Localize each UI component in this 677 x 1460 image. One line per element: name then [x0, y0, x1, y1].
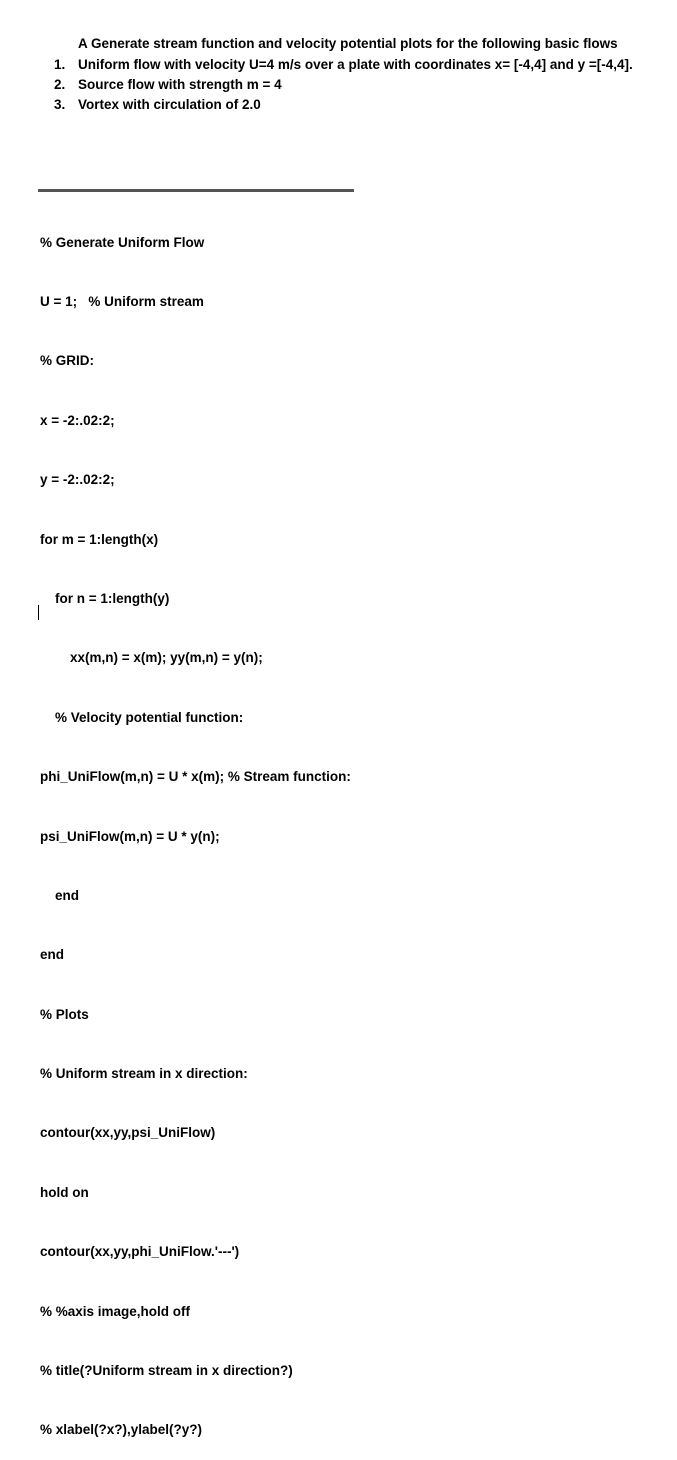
code-line: % Plots — [40, 1006, 89, 1022]
code-line: x = -2:.02:2; — [40, 412, 115, 428]
problem-heading: A Generate stream function and velocity potential plots for the following basic flows — [78, 36, 618, 51]
code-line: y = -2:.02:2; — [40, 472, 115, 488]
list-number: 3. — [54, 97, 66, 112]
list-number: 2. — [54, 77, 66, 92]
list-item — [54, 55, 654, 75]
list-text: Vortex with circulation of 2.0 — [78, 97, 261, 112]
code-top-rule — [38, 189, 354, 192]
code-line: contour(xx,yy,psi_UniFlow) — [40, 1125, 216, 1141]
code-line: U = 1; % Uniform stream — [40, 293, 204, 309]
code-line: hold on — [40, 1184, 89, 1200]
code-block[interactable] — [40, 193, 351, 1460]
text-cursor — [38, 605, 39, 620]
list-item — [54, 95, 654, 115]
code-line: phi_UniFlow(m,n) = U * x(m); % Stream function: — [40, 769, 351, 785]
code-line: % GRID: — [40, 353, 94, 369]
problem-list — [54, 55, 654, 115]
code-line: for m = 1:length(x) — [40, 531, 159, 547]
code-line: contour(xx,yy,phi_UniFlow.'---') — [40, 1244, 240, 1260]
code-line: % Uniform stream in x direction: — [40, 1066, 248, 1082]
code-line: % xlabel(?x?),ylabel(?y?) — [40, 1422, 203, 1438]
code-line: for n = 1:length(y) — [40, 590, 170, 606]
code-line: end — [40, 947, 65, 963]
list-text: Uniform flow with velocity U=4 m/s over a plate with coordinates x= [-4,4] and y =[-4,4]. — [78, 57, 633, 72]
code-line: xx(m,n) = x(m); yy(m,n) = y(n); — [40, 650, 263, 666]
code-line: % title(?Uniform stream in x direction?) — [40, 1363, 293, 1379]
code-line: end — [40, 887, 80, 903]
code-line: % %axis image,hold off — [40, 1303, 191, 1319]
code-line: % Velocity potential function: — [40, 709, 244, 725]
list-number: 1. — [54, 57, 66, 72]
list-text: Source flow with strength m = 4 — [78, 77, 282, 92]
code-line: % Generate Uniform Flow — [40, 234, 205, 250]
list-item — [54, 75, 654, 95]
code-line: psi_UniFlow(m,n) = U * y(n); — [40, 828, 220, 844]
